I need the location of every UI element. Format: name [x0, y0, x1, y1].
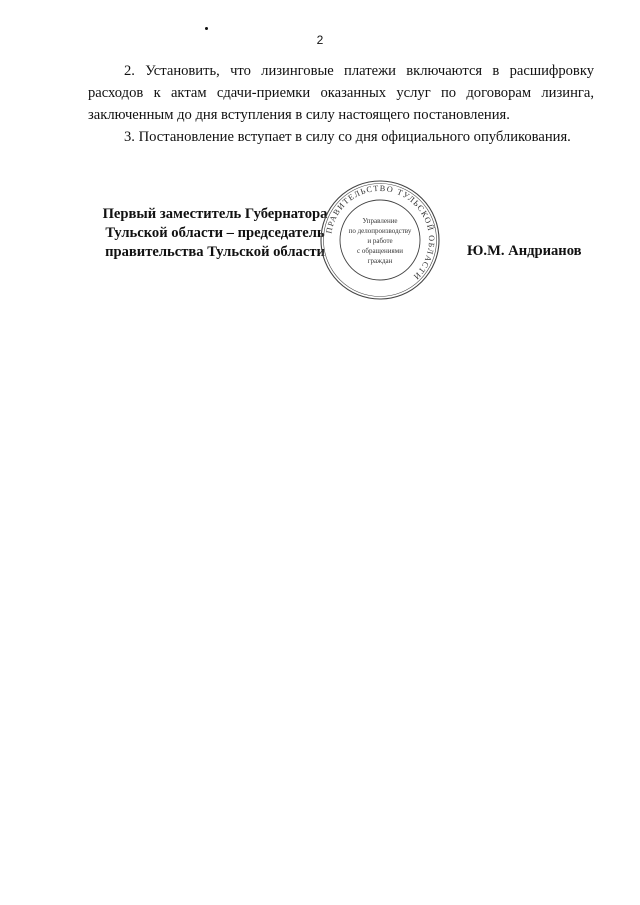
seal-center-line-5: граждан [367, 257, 393, 265]
signature-title-line-1: Первый заместитель Губернатора [102, 206, 328, 222]
signature-block [90, 205, 340, 262]
paragraph-3: 3. Постановление вступает в силу со дня официального опубликования. [124, 129, 571, 145]
signature-title-line-3: правительства Тульской области [105, 244, 325, 260]
seal-center-line-4: с обращениями [357, 247, 403, 255]
paragraph-2: 2. Установить, что лизинговые платежи включаются в расшифровку расходов к актам сдачи-приемки оказанных услуг по договорам лизинга, заключенным до дня вступления в силу настоящего постановления. [88, 63, 594, 123]
seal-center-line-2: по делопроизводству [348, 227, 412, 235]
speck-mark [205, 27, 208, 30]
signature-title-line-2: Тульской области – председатель [105, 225, 325, 241]
seal-center-line-3: и работе [367, 237, 393, 245]
page-number: 2 [316, 33, 324, 47]
seal-ring-text: ПРАВИТЕЛЬСТВО ТУЛЬСКОЙ ОБЛАСТИ [324, 183, 437, 282]
document-body [88, 60, 594, 148]
official-seal-icon [318, 178, 442, 302]
signer-name: Ю.М. Андрианов [467, 243, 582, 259]
seal-center-line-1: Управление [362, 217, 398, 225]
